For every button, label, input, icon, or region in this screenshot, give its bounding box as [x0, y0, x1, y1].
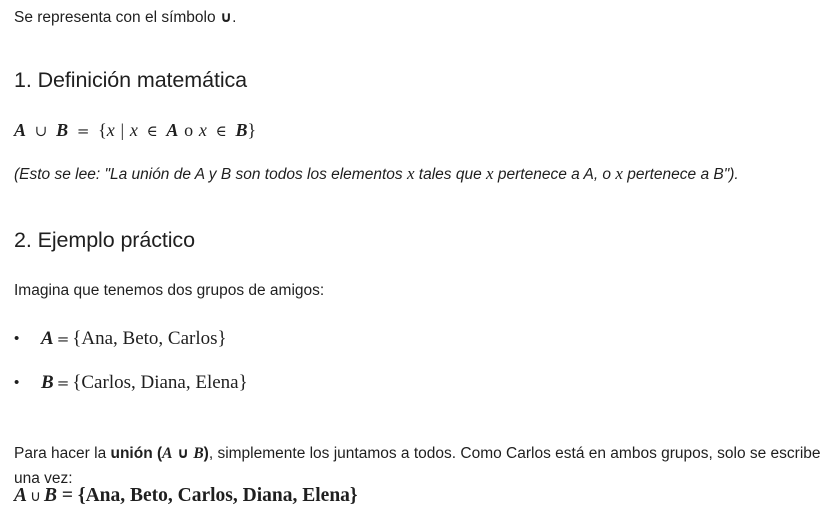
formula-x: x	[198, 120, 207, 140]
formula-set-a: A	[166, 120, 179, 140]
union-set-a: A	[162, 444, 173, 462]
set-equals: =	[56, 330, 70, 348]
formula-equals: =	[76, 122, 90, 140]
formula-or: o	[184, 120, 194, 140]
formula-open-brace: {	[98, 120, 107, 140]
reading-x: x	[615, 163, 623, 183]
formula-x: x	[129, 120, 138, 140]
reading-x: x	[486, 163, 494, 183]
list-item	[14, 326, 248, 370]
set-name: A	[41, 328, 54, 349]
formula-close-brace: }	[247, 120, 257, 140]
sets-list	[14, 326, 248, 414]
set-equals: =	[56, 374, 70, 392]
set-name: B	[41, 372, 54, 393]
formula-set-b: B	[235, 120, 248, 140]
reading-x: x	[406, 163, 415, 183]
section-example-heading: 2. Ejemplo práctico	[14, 228, 195, 252]
result-value: {Ana, Beto, Carlos, Diana, Elena}	[77, 485, 358, 506]
union-op: ∪	[176, 443, 189, 462]
union-text: Para hacer la	[14, 444, 111, 462]
formula-element-of: ∈	[215, 122, 227, 140]
reading-text: pertenece a A, o	[493, 165, 616, 183]
list-item	[14, 370, 248, 414]
reading-text: (Esto se lee: "La unión de A y B son todos los elementos	[14, 165, 407, 183]
bullet-icon: •	[14, 374, 20, 391]
intro-end: .	[232, 9, 237, 26]
formula-such-that: |	[120, 120, 125, 140]
union-bold-close: )	[203, 444, 209, 462]
bullet-icon: •	[14, 330, 20, 347]
union-symbol: ∪	[219, 8, 233, 26]
definition-formula	[14, 118, 256, 143]
formula-union-op: ∪	[34, 122, 48, 140]
reading-text: tales que	[414, 165, 487, 183]
intro-paragraph	[14, 5, 236, 30]
set-value: {Ana, Beto, Carlos}	[72, 328, 227, 349]
union-result	[14, 483, 358, 509]
formula-element-of: ∈	[146, 122, 158, 140]
union-bold-word: unión (	[110, 444, 163, 462]
formula-set-b: B	[56, 120, 69, 140]
section-definition-heading: 1. Definición matemática	[14, 68, 248, 92]
formula-set-a: A	[14, 120, 27, 140]
union-bold	[111, 445, 209, 462]
set-value: {Carlos, Diana, Elena}	[72, 372, 248, 393]
definition-reading	[14, 161, 830, 188]
result-union-op: ∪	[30, 487, 41, 505]
union-text: , simplemente los juntamos a todos. Como Carlos está en ambos grupos, solo se escribe una vez:	[14, 444, 821, 487]
result-set-b: B	[44, 485, 58, 506]
result-equals: =	[61, 485, 74, 506]
intro-text: Se representa con el símbolo	[14, 9, 220, 26]
union-set-b: B	[193, 444, 204, 462]
result-set-a: A	[14, 485, 28, 506]
example-intro: Imagina que tenemos dos grupos de amigos:	[14, 282, 325, 299]
reading-text: pertenece a B").	[622, 165, 739, 183]
formula-x: x	[106, 120, 115, 140]
